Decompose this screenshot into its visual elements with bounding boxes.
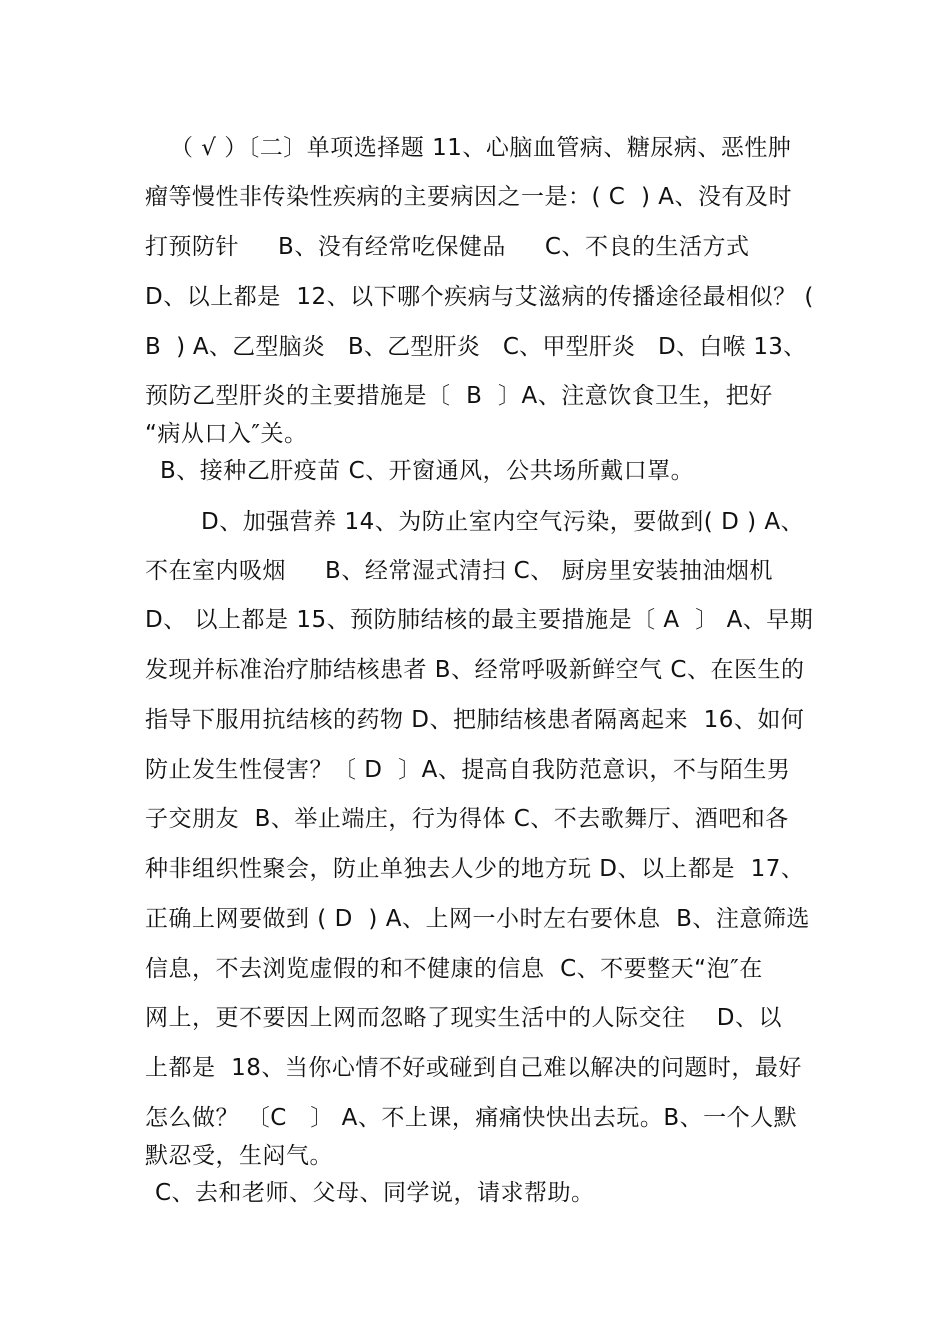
text-line: 正确上网要做到 ( D ) A、上网一小时左右要休息 B、注意筛选 (145, 906, 810, 932)
text-line: 预防乙型肝炎的主要措施是〔 B 〕A、注意饮食卫生，把好 (145, 383, 773, 409)
text-line: B、接种乙肝疫苗 C、开窗通风，公共场所戴口罩。 (160, 458, 695, 484)
text-line: （ √ ）〔二〕单项选择题 11、心脑血管病、糖尿病、恶性肿 (170, 135, 792, 161)
text-line: 种非组织性聚会，防止单独去人少的地方玩 D、以上都是 17、 (145, 856, 805, 882)
text-line: C、去和老师、父母、同学说，请求帮助。 (155, 1180, 595, 1206)
text-line: 怎么做？ 〔C 〕 A、不上课，痛痛快快出去玩。B、一个人默 (145, 1105, 798, 1131)
text-line: B ) A、乙型脑炎 B、乙型肝炎 C、甲型肝炎 D、白喉 13、 (145, 334, 807, 360)
text-line: D、加强营养 14、为防止室内空气污染，要做到( D ) A、 (201, 509, 805, 535)
text-line: 不在室内吸烟 B、经常湿式清扫 C、 厨房里安装抽油烟机 (145, 558, 774, 584)
text-line: 防止发生性侵害？〔 D 〕A、提高自我防范意识，不与陌生男 (145, 757, 791, 783)
text-line: 上都是 18、当你心情不好或碰到自己难以解决的问题时，最好 (145, 1055, 802, 1081)
text-line: 网上，更不要因上网而忽略了现实生活中的人际交往 D、以 (145, 1005, 782, 1031)
text-line: 打预防针 B、没有经常吃保健品 C、不良的生活方式 (145, 234, 750, 260)
text-line: 默忍受，生闷气。 (145, 1143, 333, 1169)
text-line: 发现并标准治疗肺结核患者 B、经常呼吸新鲜空气 C、在医生的 (145, 657, 805, 683)
text-line: 子交朋友 B、举止端庄，行为得体 C、不去歌舞厅、酒吧和各 (145, 806, 789, 832)
text-line: 瘤等慢性非传染性疾病的主要病因之一是：( C ) A、没有及时 (145, 184, 792, 210)
text-line: D、 以上都是 15、预防肺结核的最主要措施是〔 A 〕 A、早期 (145, 607, 814, 633)
text-line: “病从口入″关。 (145, 421, 308, 447)
text-line: 指导下服用抗结核的药物 D、把肺结核患者隔离起来 16、如何 (145, 707, 805, 733)
text-line: 信息，不去浏览虚假的和不健康的信息 C、不要整天“泡″在 (145, 956, 763, 982)
text-line: D、以上都是 12、以下哪个疾病与艾滋病的传播途径最相似？ ( (145, 284, 814, 310)
